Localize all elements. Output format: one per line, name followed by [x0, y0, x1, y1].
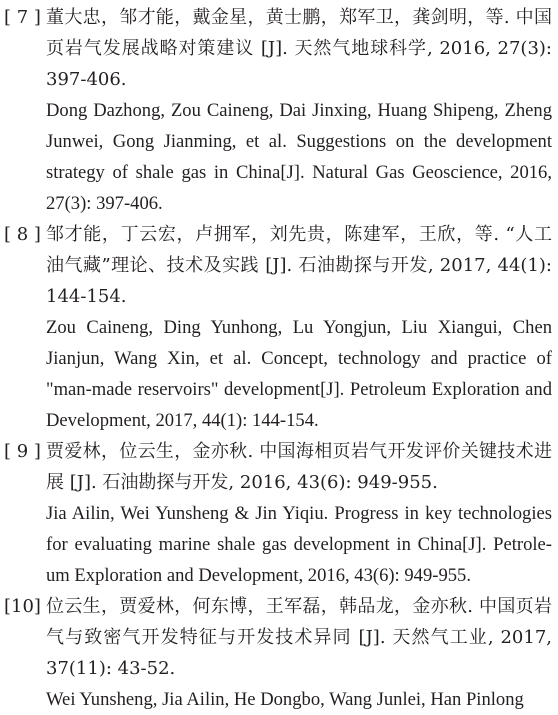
- reference-english-text: Dong Dazhong, Zou Caineng, Dai Jinxing, Huang Shipeng, Zheng Junwei, Gong Jianming, et al. Suggestions on the development strategy of shale gas in China[J]. Natural Gas Geoscience, 2016, 27(3): 397-406.: [46, 100, 552, 214]
- reference-english-text: Zou Caineng, Ding Yunhong, Lu Yongjun, Liu Xiangui, Chen Jianjun, Wang Xin, et al. Concept, technology and practice of "man-made reservoirs" development[J]. Petroleum Exploration and Development, 2017, 44(1): 144-154.: [46, 317, 552, 431]
- reference-chinese-text: 董大忠，邹才能，戴金星，黄士鹏，郑军卫，龚剑明，等. 中国页岩气发展战略对策建议 [J]. 天然气地球科学, 2016, 27(3): 397-406.: [46, 7, 552, 90]
- reference-chinese-text: 邹才能，丁云宏，卢拥军，刘先贵，陈建军，王欣，等. “人工油气藏”理论、技术及实践 [J]. 石油勘探与开发, 2017, 44(1): 144-154.: [46, 224, 552, 307]
- reference-english-text: Wei Yunsheng, Jia Ailin, He Dongbo, Wang Junlei, Han Pinlong: [46, 689, 524, 710]
- reference-english-text: Jia Ailin, Wei Yunsheng & Jin Yiqiu. Progress in key technologies for evaluating marine shale gas development in China[J]. Petroleum Exploration and Development, 2016, 43(6): 949-955.: [46, 503, 552, 586]
- reference-number: [ 9 ]: [4, 441, 41, 462]
- reference-item-8: [4, 219, 552, 436]
- reference-body: [46, 436, 552, 591]
- reference-item-10: [4, 591, 552, 715]
- reference-item-7: [4, 2, 552, 219]
- reference-number: [ 8 ]: [4, 224, 41, 245]
- reference-body: [46, 219, 552, 436]
- reference-chinese-text: 位云生，贾爱林，何东博，王军磊，韩品龙，金亦秋. 中国页岩气与致密气开发特征与开发技术异同 [J]. 天然气工业, 2017, 37(11): 43-52.: [46, 596, 552, 679]
- reference-body: [46, 2, 552, 219]
- reference-number: [ 7 ]: [4, 7, 41, 28]
- reference-chinese-text: 贾爱林，位云生，金亦秋. 中国海相页岩气开发评价关键技术进展 [J]. 石油勘探与开发, 2016, 43(6): 949-955.: [46, 441, 552, 493]
- reference-item-9: [4, 436, 552, 591]
- reference-number: [10]: [4, 596, 41, 617]
- reference-body: [46, 591, 552, 715]
